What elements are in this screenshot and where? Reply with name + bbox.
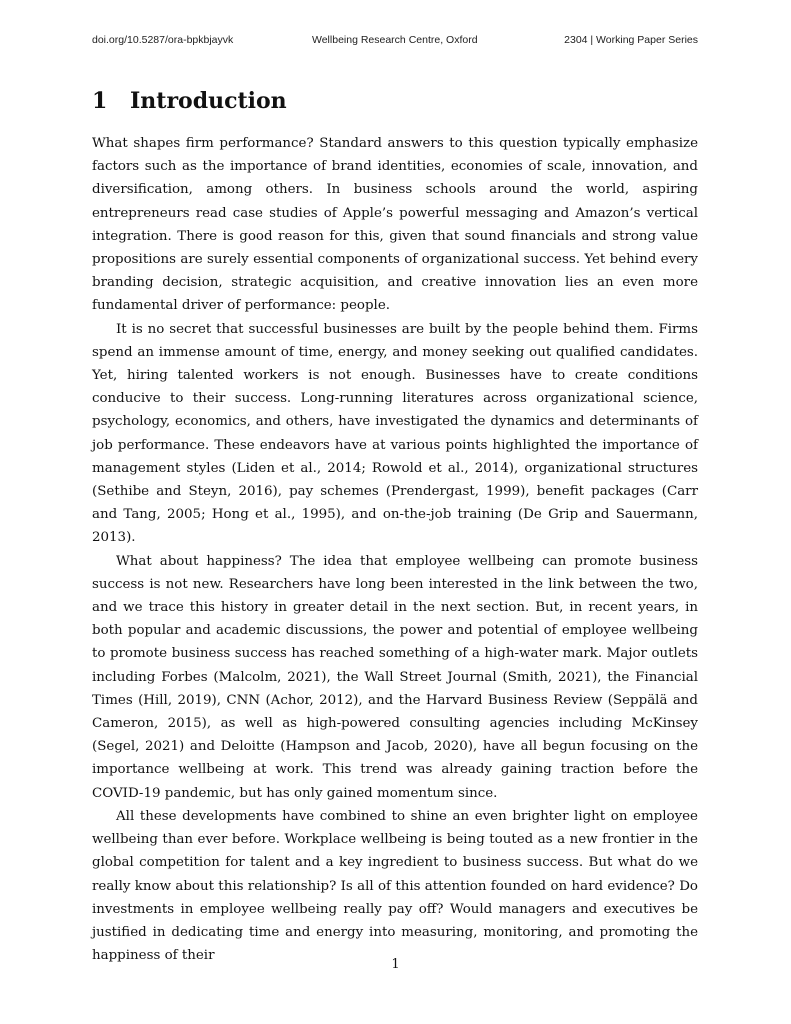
series-label: 2304 | Working Paper Series (564, 34, 698, 46)
section-heading (92, 88, 287, 114)
paragraph-3: What about happiness? The idea that employee wellbeing can promote business success is not new. Researchers have long been interested in the link between the two, and we trace this history in greater detail in the next section. But, in recent years, in both popular and academic discussions, the power and potential of employee wellbeing to promote business success has reached something of a high-water mark. Major outlets including Forbes (Malcolm, 2021), the Wall Street Journal (Smith, 2021), the Financial Times (Hill, 2019), CNN (Achor, 2012), and the Harvard Business Review (Seppälä and Cameron, 2015), as well as high-powered consulting agencies including McKinsey (Segel, 2021) and Deloitte (Hampson and Jacob, 2020), have all begun focusing on the importance wellbeing at work. This trend was already gaining traction before the COVID-19 pandemic, but has only gained momentum since. (92, 553, 698, 801)
section-number: 1 (92, 88, 108, 114)
page-number: 1 (391, 957, 400, 972)
section-title-text: Introduction (130, 88, 287, 114)
institution-name: Wellbeing Research Centre, Oxford (312, 34, 478, 46)
body-text (92, 132, 698, 967)
paragraph-1: What shapes firm performance? Standard answers to this question typically emphasize factors such as the importance of brand identities, economies of scale, innovation, and diversification, among others. In business schools around the world, aspiring entrepreneurs read case studies of Apple’s powerful messaging and Amazon’s vertical integration. There is good reason for this, given that sound financials and strong value propositions are surely essential components of organizational success. Yet behind every branding decision, strategic acquisition, and creative innovation lies an even more fundamental driver of performance: people. (92, 136, 698, 314)
paragraph-4: All these developments have combined to shine an even brighter light on employee wellbeing than ever before. Workplace wellbeing is being touted as a new frontier in the global competition for talent and a key ingredient to business success. But what do we really know about this relationship? Is all of this attention founded on hard evidence? Do investments in employee wellbeing really pay off? Would managers and executives be justified in dedicating time and energy into measuring, monitoring, and promoting the happiness of their (92, 808, 698, 964)
doi-link[interactable]: doi.org/10.5287/ora-bpkbjayvk (92, 34, 234, 46)
paragraph-2: It is no secret that successful businesses are built by the people behind them. Firms spend an immense amount of time, energy, and money seeking out qualified candidates. Yet, hiring talented workers is not enough. Businesses have to create conditions conducive to their success. Long-running literatures across organizational science, psychology, economics, and others, have investigated the dynamics and determinants of job performance. These endeavors have at various points highlighted the importance of management styles (Liden et al., 2014; Rowold et al., 2014), organizational structures (Sethibe and Steyn, 2016), pay schemes (Prendergast, 1999), benefit packages (Carr and Tang, 2005; Hong et al., 1995), and on-the-job training (De Grip and Sauermann, 2013). (92, 321, 698, 546)
